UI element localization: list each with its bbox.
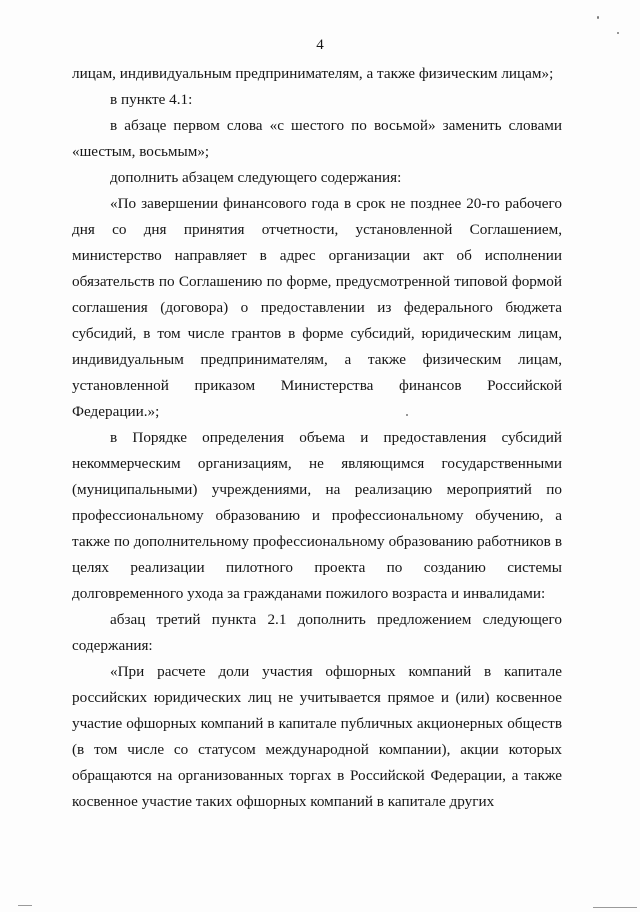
paragraph-poryadok: в Порядке определения объема и предоставления субсидий некоммерческим организациям, не являющимся государственными (муниципальными) учреждениями, на реализацию мероприятий по профессиональному образованию и профессиональному обучению, а также по дополнительному профессиональному образованию работников в целях реализации пилотного проекта по созданию системы долговременного ухода за гражданами пожилого возраста и инвалидами:	[72, 429, 562, 602]
paragraph-offshore: «При расчете доли участия офшорных компаний в капитале российских юридических лиц не учитывается прямое и (или) косвенное участие офшорных компаний в капитале публичных акционерных обществ (в том числе со статусом международной компании), акции которых обращаются на организованных торгах в Российской Федерации, а также косвенное участие таких офшорных компаний в капитале других	[72, 663, 562, 810]
page-number: 4	[316, 37, 324, 53]
paragraph-point-4-1: в пункте 4.1:	[110, 91, 193, 108]
paragraph-continuation: лицам, индивидуальным предпринимателям, а также физическим лицам»;	[72, 65, 554, 82]
document-body	[72, 61, 562, 815]
paragraph-replace-words: в абзаце первом слова «с шестого по восьмой» заменить словами «шестым, восьмым»;	[72, 117, 562, 160]
scan-edge-mark	[18, 905, 32, 906]
scan-speck	[597, 16, 599, 19]
scan-speck	[617, 32, 619, 34]
scan-edge-mark	[593, 907, 637, 908]
paragraph-quoted-insertion: «По завершении финансового года в срок не позднее 20-го рабочего дня со дня принятия отчетности, установленной Соглашением, министерство направляет в адрес организации акт об исполнении обязательств по Соглашению по форме, предусмотренной типовой формой соглашения (договора) о предоставлении из федерального бюджета субсидий, в том числе грантов в форме субсидий, юридическим лицам, индивидуальным предпринимателям, а также физическим лицам, установленной приказом Министерства финансов Российской Федерации.»;	[72, 195, 562, 420]
paragraph-add-abzac: дополнить абзацем следующего содержания:	[110, 169, 402, 186]
paragraph-abzac-tretiy: абзац третий пункта 2.1 дополнить предложением следующего содержания:	[72, 611, 562, 654]
scan-speck	[406, 414, 408, 416]
